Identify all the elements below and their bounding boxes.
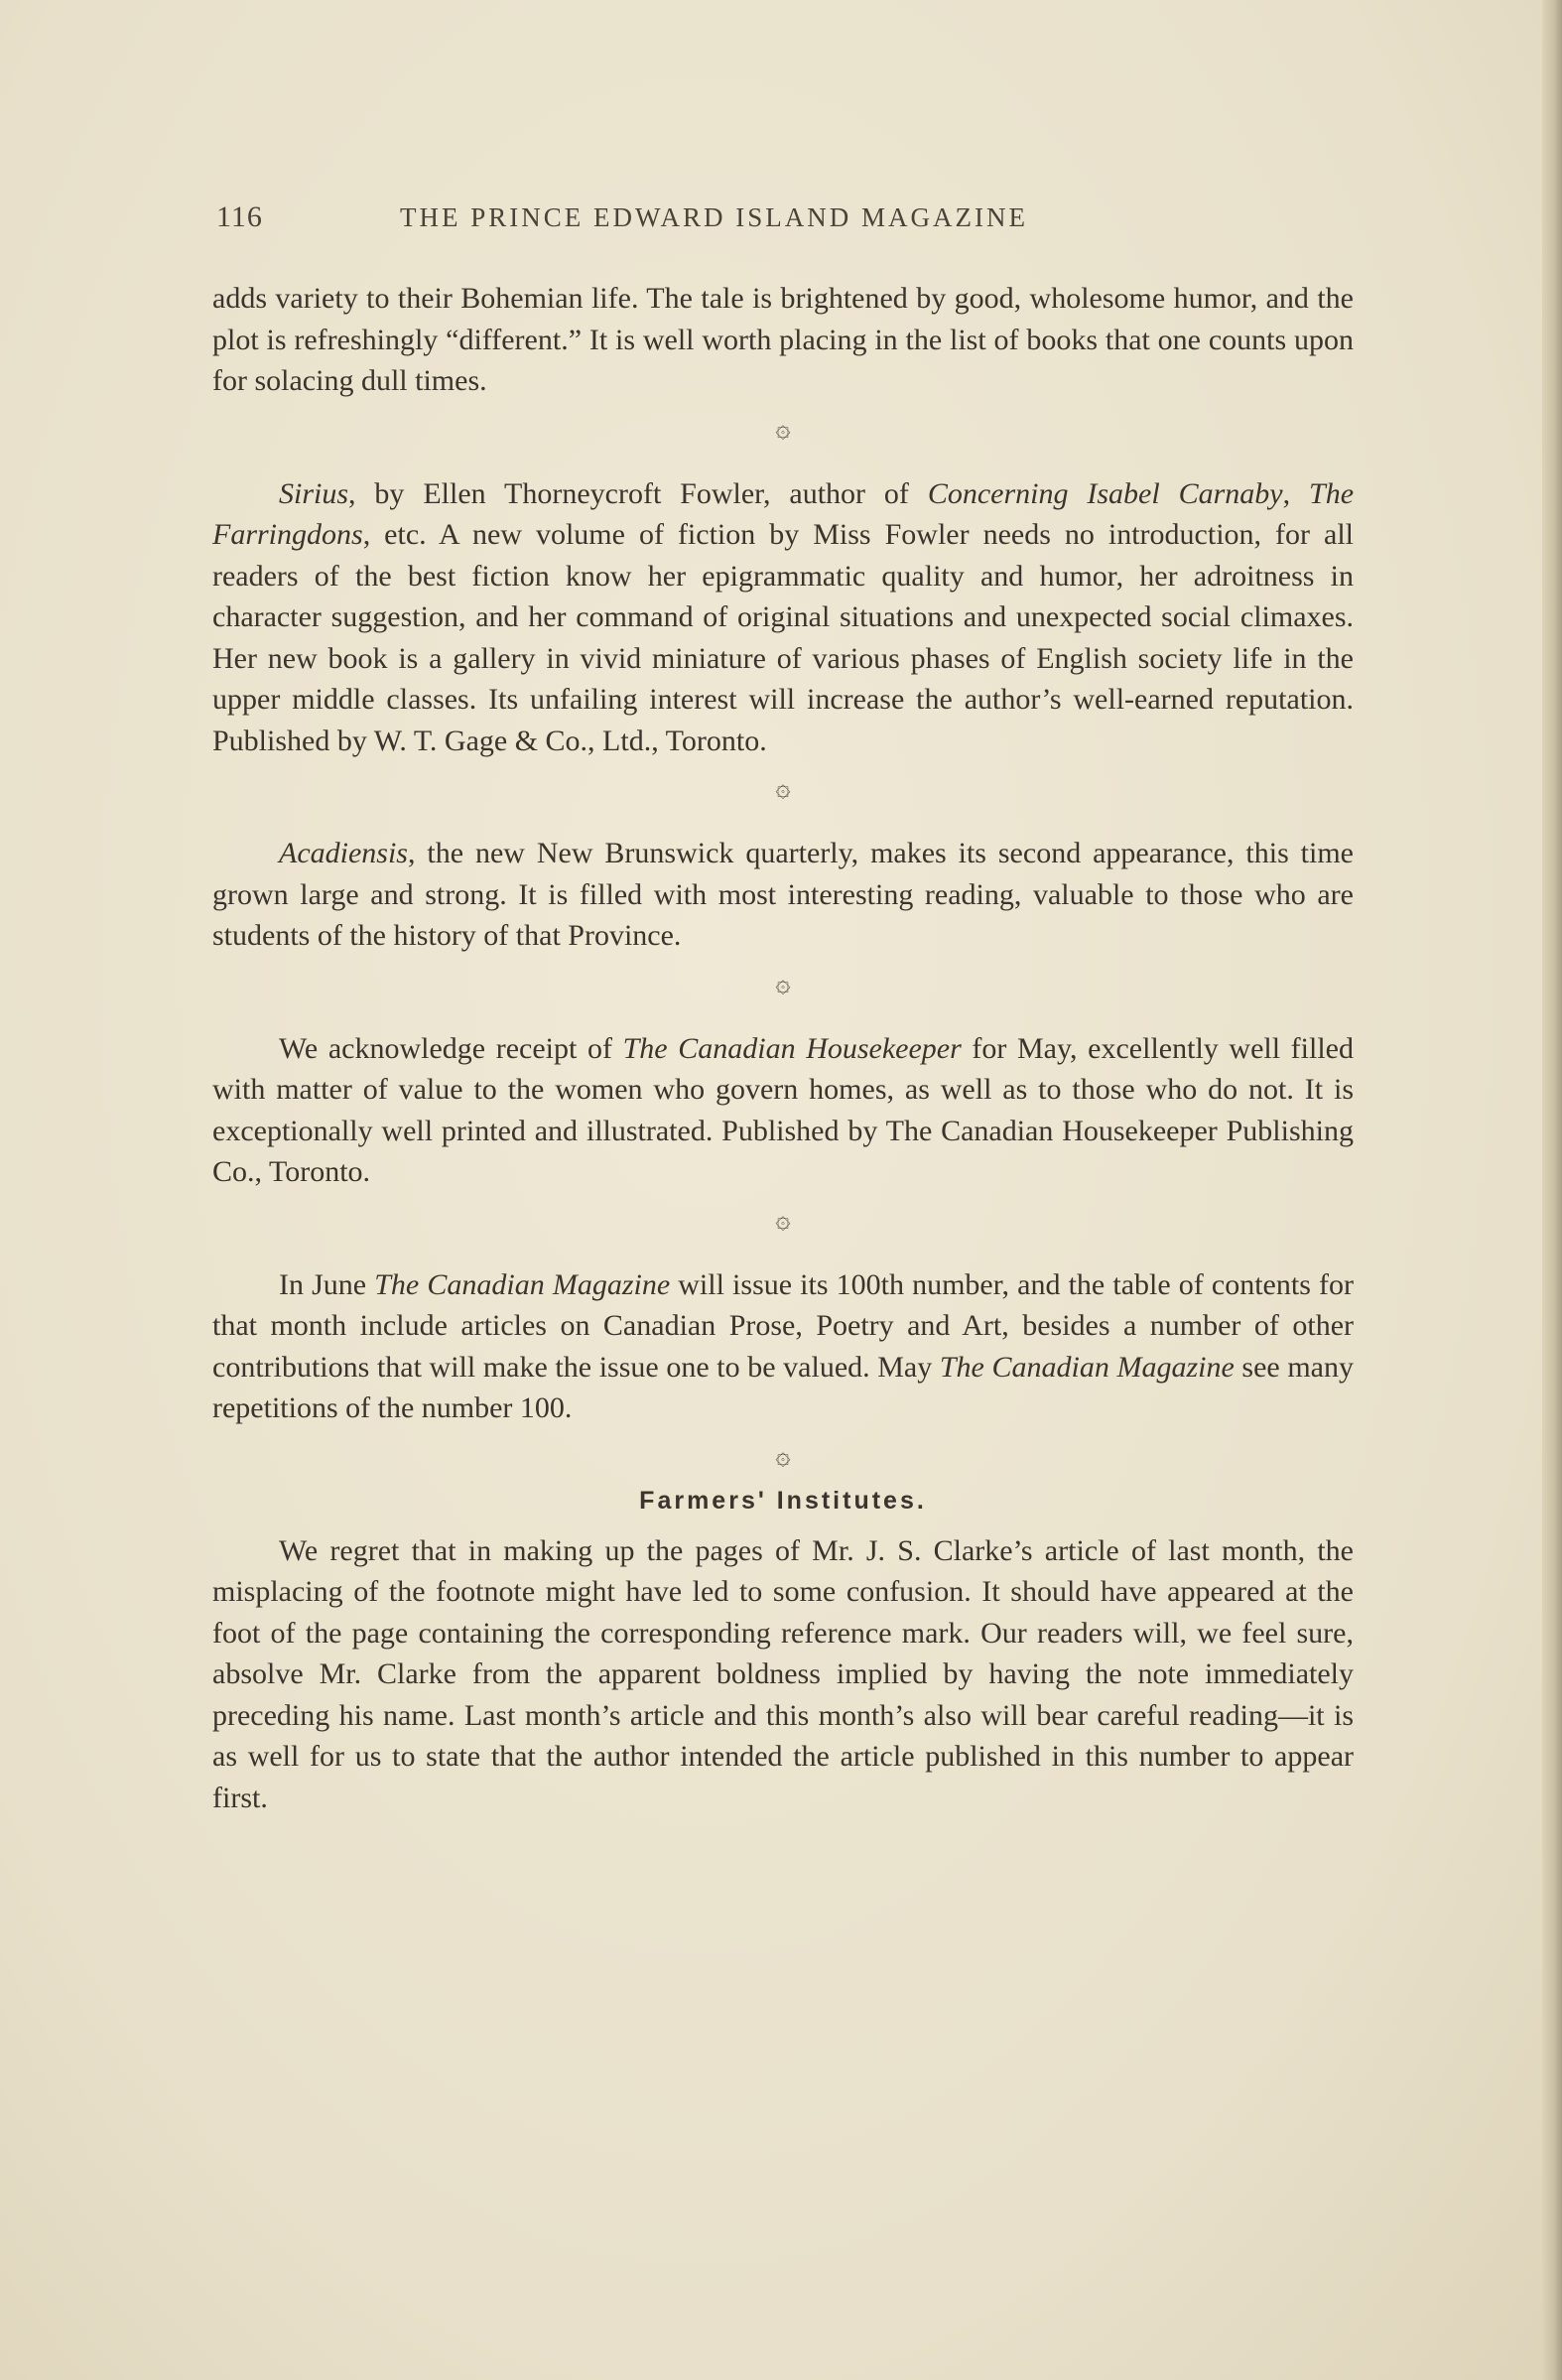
ornament-icon: ۞: [775, 413, 791, 443]
book-title: Sirius: [279, 476, 349, 510]
paragraph-bohemian: adds variety to their Bohemian life. The tale is brightened by good, wholesome humor, and the plot is refreshingly “different.” It is well worth placing in the list of books that one counts upon for solacing dull times.: [212, 282, 1354, 397]
paragraph-acadiensis: Acadiensis, the new New Brunswick quarterly, makes its second appearance, this time grown large and strong. It is filled with most interesting reading, valuable to those who are students of the history of that Province.: [212, 837, 1354, 952]
periodical-title: Acadiensis: [279, 837, 408, 869]
page-number: 116: [216, 200, 263, 233]
paragraph-housekeeper: We acknowledge receipt of The Canadian Housekeeper for May, excellently well filled with matter of value to the women who govern homes, as well as to those who do not. It is exceptionally well printed and illustrated. Published by The Canadian Housekeeper Publishing Co., Toronto.: [212, 1031, 1354, 1188]
book-title: The Farringdons: [212, 476, 1355, 551]
periodical-title: The Canadian Housekeeper: [622, 1031, 962, 1065]
periodical-title: The Canadian Magazine: [374, 1267, 671, 1301]
section-heading: Farmers' Institutes.: [639, 1486, 927, 1515]
paragraph-canadian-magazine: In June The Canadian Magazine will issue its 100th number, and the table of contents for that month include articles on Canadian Prose, Poetry and Art, besides a number of other contributions that will make the issue one to be valued. May The Canadian Magazine see many repetitions of the number 100.: [212, 1267, 1354, 1424]
periodical-title: The Canadian Magazine: [939, 1350, 1235, 1384]
paragraph-farmers-institutes: We regret that in making up the pages of Mr. J. S. Clarke’s article of last month, the misplacing of the footnote might have led to some confusion. It should have appeared at the foot of the page containing the corresponding reference mark. Our readers will, we feel sure, absolve Mr. Clarke from the apparent boldness implied by having the note immediately preceding his name. Last month’s article and this month’s also will bear careful reading—it is as well for us to state that the author intended the article published in this number to appear first.: [212, 1533, 1354, 1814]
article-body: [212, 278, 1354, 1818]
ornament-icon: ۞: [775, 1440, 791, 1470]
running-title: THE PRINCE EDWARD ISLAND MAGAZINE: [400, 202, 1028, 232]
ornament-icon: ۞: [775, 773, 791, 802]
page-edge: [1542, 0, 1562, 2380]
running-header: [216, 200, 1209, 234]
paragraph-sirius: Sirius, by Ellen Thorneycroft Fowler, author of Concerning Isabel Carnaby, The Farringdons, etc. A new volume of fiction by Miss Fowler needs no introduction, for all readers of the best fiction know her epigrammatic quality and humor, her adroitness in character suggestion, and her command of original situations and unexpected social climaxes. Her new book is a gallery in vivid miniature of various phases of English society life in the upper middle classes. Its unfailing interest will increase the author’s well-earned reputation. Published by W. T. Gage & Co., Ltd., Toronto.: [212, 476, 1355, 757]
book-title: Concerning Isabel Carnaby: [927, 476, 1283, 510]
ornament-icon: ۞: [775, 1204, 791, 1234]
ornament-icon: ۞: [775, 968, 791, 997]
